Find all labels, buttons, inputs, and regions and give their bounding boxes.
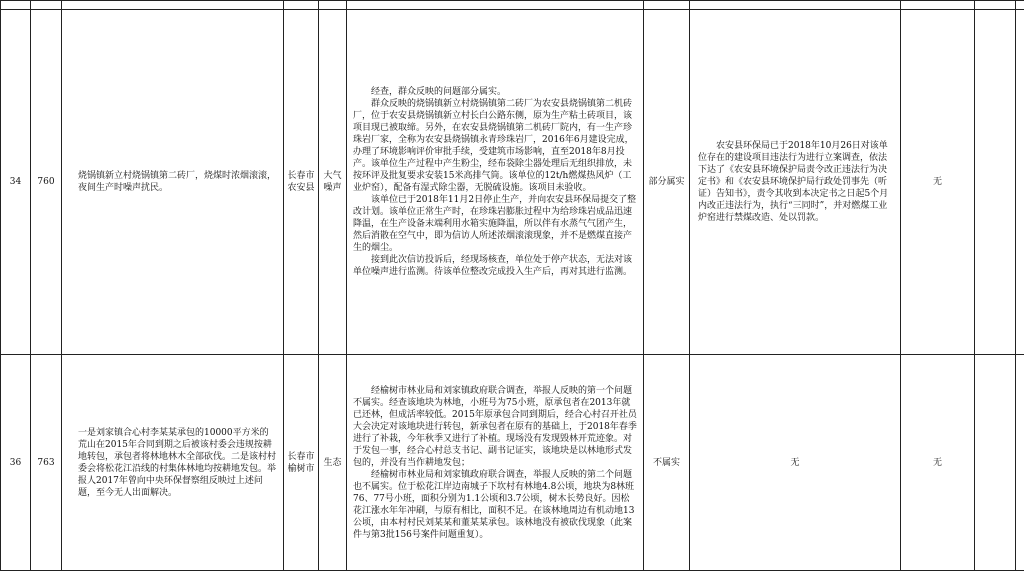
edge-cell (1016, 355, 1024, 571)
region-cell: 长春市榆树市 (284, 355, 319, 571)
investigation-paragraph: 经榆树市林业局和刘家镇政府联合调查，举报人反映的第二个问题也不属实。位于松花江岸边南城子下坎村有林地4.8公顷，地块为8林班76、77号小班，面积分别为1.1公顷和3.7公顷，树木长势良好。因松花江涨水年年冲刷，与原有相比，面积不足。在该林地周边有机动地13公顷，由本村村民刘某某和董某某承包。该林地没有被砍伐现象（此案件与第3批156号案件问题重复）。 (353, 469, 637, 541)
category-cell: 生态 (319, 355, 347, 571)
investigation-paragraph: 群众反映的烧锅镇新立村烧锅镇第二砖厂为农安县烧锅镇第二机砖厂，位于农安县烧锅镇新立村长白公路东侧，原为生产粘土砖项目，该项目现已被取缔。另外，在农安县烧锅镇第二机砖厂院内，有一生产珍珠岩厂家，全称为农安县烧锅镇永青珍珠岩厂，2016年6月建设完成，办理了环境影响评价审批手续，受建筑市场影响，直至2018年8月投产。该单位生产过程中产生粉尘，经布袋除尘器处理后无组织排放，未按环评及批复要求安装15米高排气筒。该单位的12t/h燃煤热风炉（工业炉窑），配备有湿式除尘器，无脱硫设施。该项目未验收。 (353, 98, 637, 194)
investigation-paragraph: 该单位已于2018年11月2日停止生产，并向农安县环保局提交了整改计划。该单位正常生产时，在珍珠岩膨胀过程中为给珍珠岩成品迅速降温，在生产设备末端利用水箱实施降温，所以伴有水蒸气气团产生，然后消散在空气中，即为信访人所述浓烟滚滚现象，并不是燃煤直接产生的烟尘。 (353, 194, 637, 254)
investigation-cell (347, 10, 644, 355)
table-row (1, 10, 1024, 355)
complaint-cell: 烧锅镇新立村烧锅镇第二砖厂，烧煤时浓烟滚滚，夜间生产时噪声扰民。 (62, 10, 284, 355)
investigation-paragraph: 经榆树市林业局和刘家镇政府联合调查，举报人反映的第一个问题不属实。经查该地块为林地，小班号为75小班，原承包者在2013年就已还林，但成活率较低。2015年原承包合同到期后，经合心村召开社员大会决定对该地块进行转包，新承包者在原有的基础上，于2018年春季进行了补栽，今年秋季又进行了补植。现场没有发现毁林开荒迹象。对于发包一事，经合心村总支书记、副书记证实，该地块是以林地形式发包的，并没有当作耕地发包； (353, 385, 637, 469)
extra-cell (975, 355, 1016, 571)
investigation-cell (347, 355, 644, 571)
extra-cell (975, 10, 1016, 355)
case-number-cell: 760 (31, 10, 62, 355)
accountability-cell: 无 (901, 10, 975, 355)
verdict-cell: 不属实 (644, 355, 690, 571)
verdict-cell: 部分属实 (644, 10, 690, 355)
case-number-cell: 763 (31, 355, 62, 571)
category-cell: 大气噪声 (319, 10, 347, 355)
region-cell: 长春市农安县 (284, 10, 319, 355)
handling-text: 农安县环保局已于2018年10月26日对该单位存在的建设项目违法行为进行立案调查，依法下达了《农安县环境保护局责令改正违法行为决定书》和《农安县环境保护局行政处罚事先（听证）告知书》，责令其收到本决定书之日起5个月内改正违法行为，执行“三同时”，并对燃煤工业炉窑进行禁煤改造、处以罚款。 (698, 140, 892, 224)
seq-cell: 34 (1, 10, 31, 355)
table-row-continuation (1, 1, 1024, 10)
investigation-paragraph: 经查，群众反映的问题部分属实。 (353, 86, 637, 98)
investigation-paragraph: 接到此次信访投诉后，经现场核查，单位处于停产状态，无法对该单位噪声进行监测。待该单位整改完成投入生产后，再对其进行监测。 (353, 254, 637, 278)
accountability-cell: 无 (901, 355, 975, 571)
seq-cell: 36 (1, 355, 31, 571)
table-row (1, 355, 1024, 571)
handling-cell: 无 (690, 355, 901, 571)
handling-cell (690, 10, 901, 355)
edge-cell (1016, 10, 1024, 355)
complaint-cell: 一是刘家镇合心村李某某承包的10000平方米的荒山在2015年合同到期之后被该村委会违规按耕地转包，承包者将林地林木全部砍伐。二是该村村委会将松花江沿线的村集体林地均按耕地发包。举报人2017年曾向中央环保督察组反映过上述问题，至今无人出面解决。 (62, 355, 284, 571)
